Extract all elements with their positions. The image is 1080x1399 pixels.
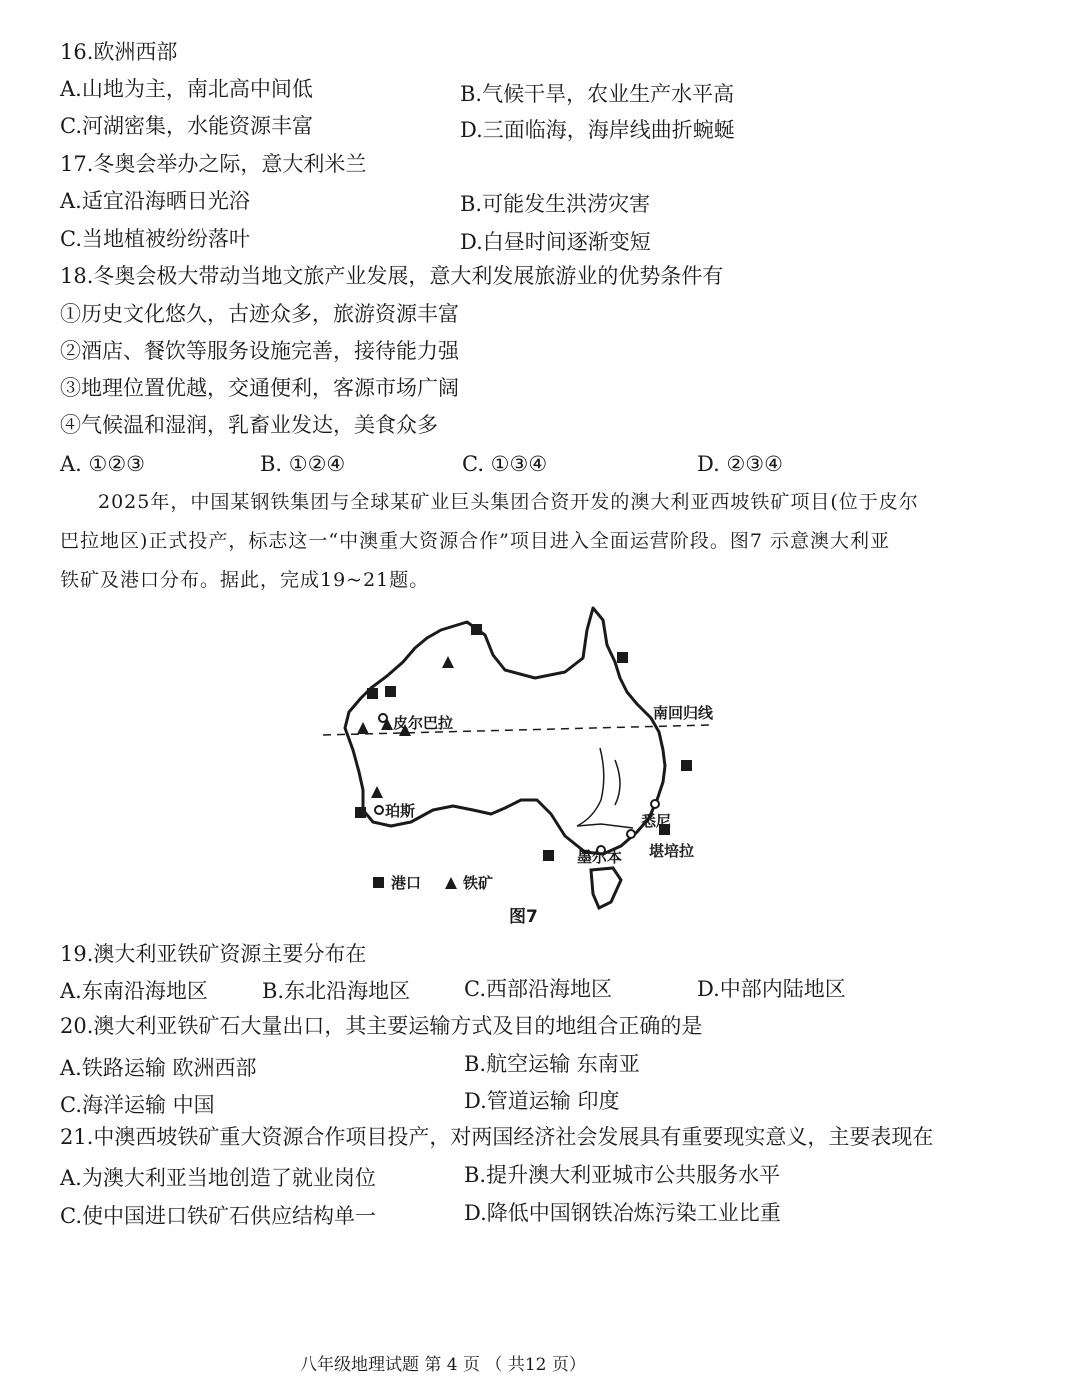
- australia-map: [315, 600, 725, 930]
- q19-option-c: C.西部沿海地区: [464, 977, 612, 1001]
- q16-option-b: B.气候干旱，农业生产水平高: [460, 82, 735, 106]
- q21-option-a: A.为澳大利亚当地创造了就业岗位: [60, 1166, 376, 1190]
- label-canberra: 堪培拉: [649, 842, 695, 860]
- q20-option-d: D.管道运输 印度: [464, 1089, 620, 1113]
- passage-line-1: 2025年，中国某钢铁集团与全球某矿业巨头集团合资开发的澳大利亚西坡铁矿项目(位于皮尔: [98, 491, 919, 513]
- port-icon: [681, 760, 692, 771]
- q19-option-b: B.东北沿海地区: [262, 979, 411, 1003]
- label-sydney: 悉尼: [641, 812, 672, 830]
- q20-option-a: A.铁路运输 欧洲西部: [60, 1056, 257, 1080]
- q18-option-d: D. ②③④: [697, 452, 783, 476]
- iron-mine-icon: [357, 722, 369, 734]
- legend-port-label: 港口: [391, 874, 422, 892]
- q18-statement-2: ②酒店、餐饮等服务设施完善，接待能力强: [60, 339, 459, 363]
- australia-map-figure: [315, 600, 725, 930]
- q19-option-d: D.中部内陆地区: [697, 977, 846, 1001]
- q19-stem: 19.澳大利亚铁矿资源主要分布在: [60, 942, 367, 966]
- q18-statement-4: ④气候温和湿润，乳畜业发达，美食众多: [60, 413, 438, 437]
- q21-option-c: C.使中国进口铁矿石供应结构单一: [60, 1204, 376, 1228]
- q18-statement-3: ③地理位置优越，交通便利，客源市场广阔: [60, 376, 459, 400]
- q17-stem: 17.冬奥会举办之际，意大利米兰: [60, 152, 367, 176]
- q20-option-c: C.海洋运输 中国: [60, 1093, 215, 1117]
- river: [615, 760, 620, 805]
- q17-option-d: D.白昼时间逐渐变短: [460, 230, 651, 254]
- label-tropic: 南回归线: [653, 704, 714, 722]
- q21-stem: 21.中澳西坡铁矿重大资源合作项目投产，对两国经济社会发展具有重要现实意义，主要表现在: [60, 1125, 934, 1149]
- q16-option-d: D.三面临海，海岸线曲折蜿蜒: [460, 118, 735, 142]
- label-pilbara: 皮尔巴拉: [393, 714, 454, 732]
- port-icon: [355, 807, 366, 818]
- q17-option-a: A.适宜沿海晒日光浴: [60, 189, 250, 213]
- page-footer: 八年级地理试题 第 4 页 （ 共12 页）: [300, 1355, 586, 1375]
- legend-port-icon: [373, 877, 384, 888]
- q18-stem: 18.冬奥会极大带动当地文旅产业发展，意大利发展旅游业的优势条件有: [60, 264, 724, 288]
- port-icon: [385, 686, 396, 697]
- q17-option-b: B.可能发生洪涝灾害: [460, 192, 651, 216]
- passage-line-2: 巴拉地区)正式投产，标志这一“中澳重大资源合作”项目进入全面运营阶段。图7 示意澳大利亚: [60, 530, 890, 552]
- q18-option-c: C. ①③④: [462, 452, 548, 476]
- figure-caption: 图7: [509, 907, 538, 927]
- q16-stem: 16.欧洲西部: [60, 40, 178, 64]
- q16-option-c: C.河湖密集，水能资源丰富: [60, 114, 313, 138]
- passage-line-3: 铁矿及港口分布。据此，完成19~21题。: [60, 569, 430, 591]
- city-canberra: [627, 830, 635, 838]
- port-icon: [471, 624, 482, 635]
- port-icon: [617, 652, 628, 663]
- city-perth: [375, 806, 383, 814]
- q18-statement-1: ①历史文化悠久，古迹众多，旅游资源丰富: [60, 302, 459, 326]
- q19-option-a: A.东南沿海地区: [60, 979, 208, 1003]
- city-pilbara: [379, 714, 387, 722]
- q21-option-b: B.提升澳大利亚城市公共服务水平: [464, 1163, 781, 1187]
- q20-stem: 20.澳大利亚铁矿石大量出口，其主要运输方式及目的地组合正确的是: [60, 1014, 703, 1038]
- q16-option-a: A.山地为主，南北高中间低: [60, 77, 313, 101]
- q18-option-b: B. ①②④: [260, 452, 346, 476]
- legend-mine-label: 铁矿: [463, 874, 494, 892]
- port-icon: [543, 850, 554, 861]
- river: [577, 824, 633, 828]
- q18-option-a: A. ①②③: [60, 452, 145, 476]
- q21-option-d: D.降低中国钢铁冶炼污染工业比重: [464, 1201, 781, 1225]
- legend-mine-icon: [445, 877, 457, 889]
- city-sydney: [651, 800, 659, 808]
- iron-mine-icon: [371, 786, 383, 798]
- label-melbourne: 墨尔本: [577, 848, 623, 866]
- q20-option-b: B.航空运输 东南亚: [464, 1052, 640, 1076]
- port-icon: [367, 688, 378, 699]
- label-perth: 珀斯: [385, 802, 416, 820]
- iron-mine-icon: [442, 656, 454, 668]
- river: [577, 748, 604, 826]
- reading-passage: [60, 483, 930, 600]
- tasmania-outline: [591, 868, 621, 908]
- q17-option-c: C.当地植被纷纷落叶: [60, 227, 250, 251]
